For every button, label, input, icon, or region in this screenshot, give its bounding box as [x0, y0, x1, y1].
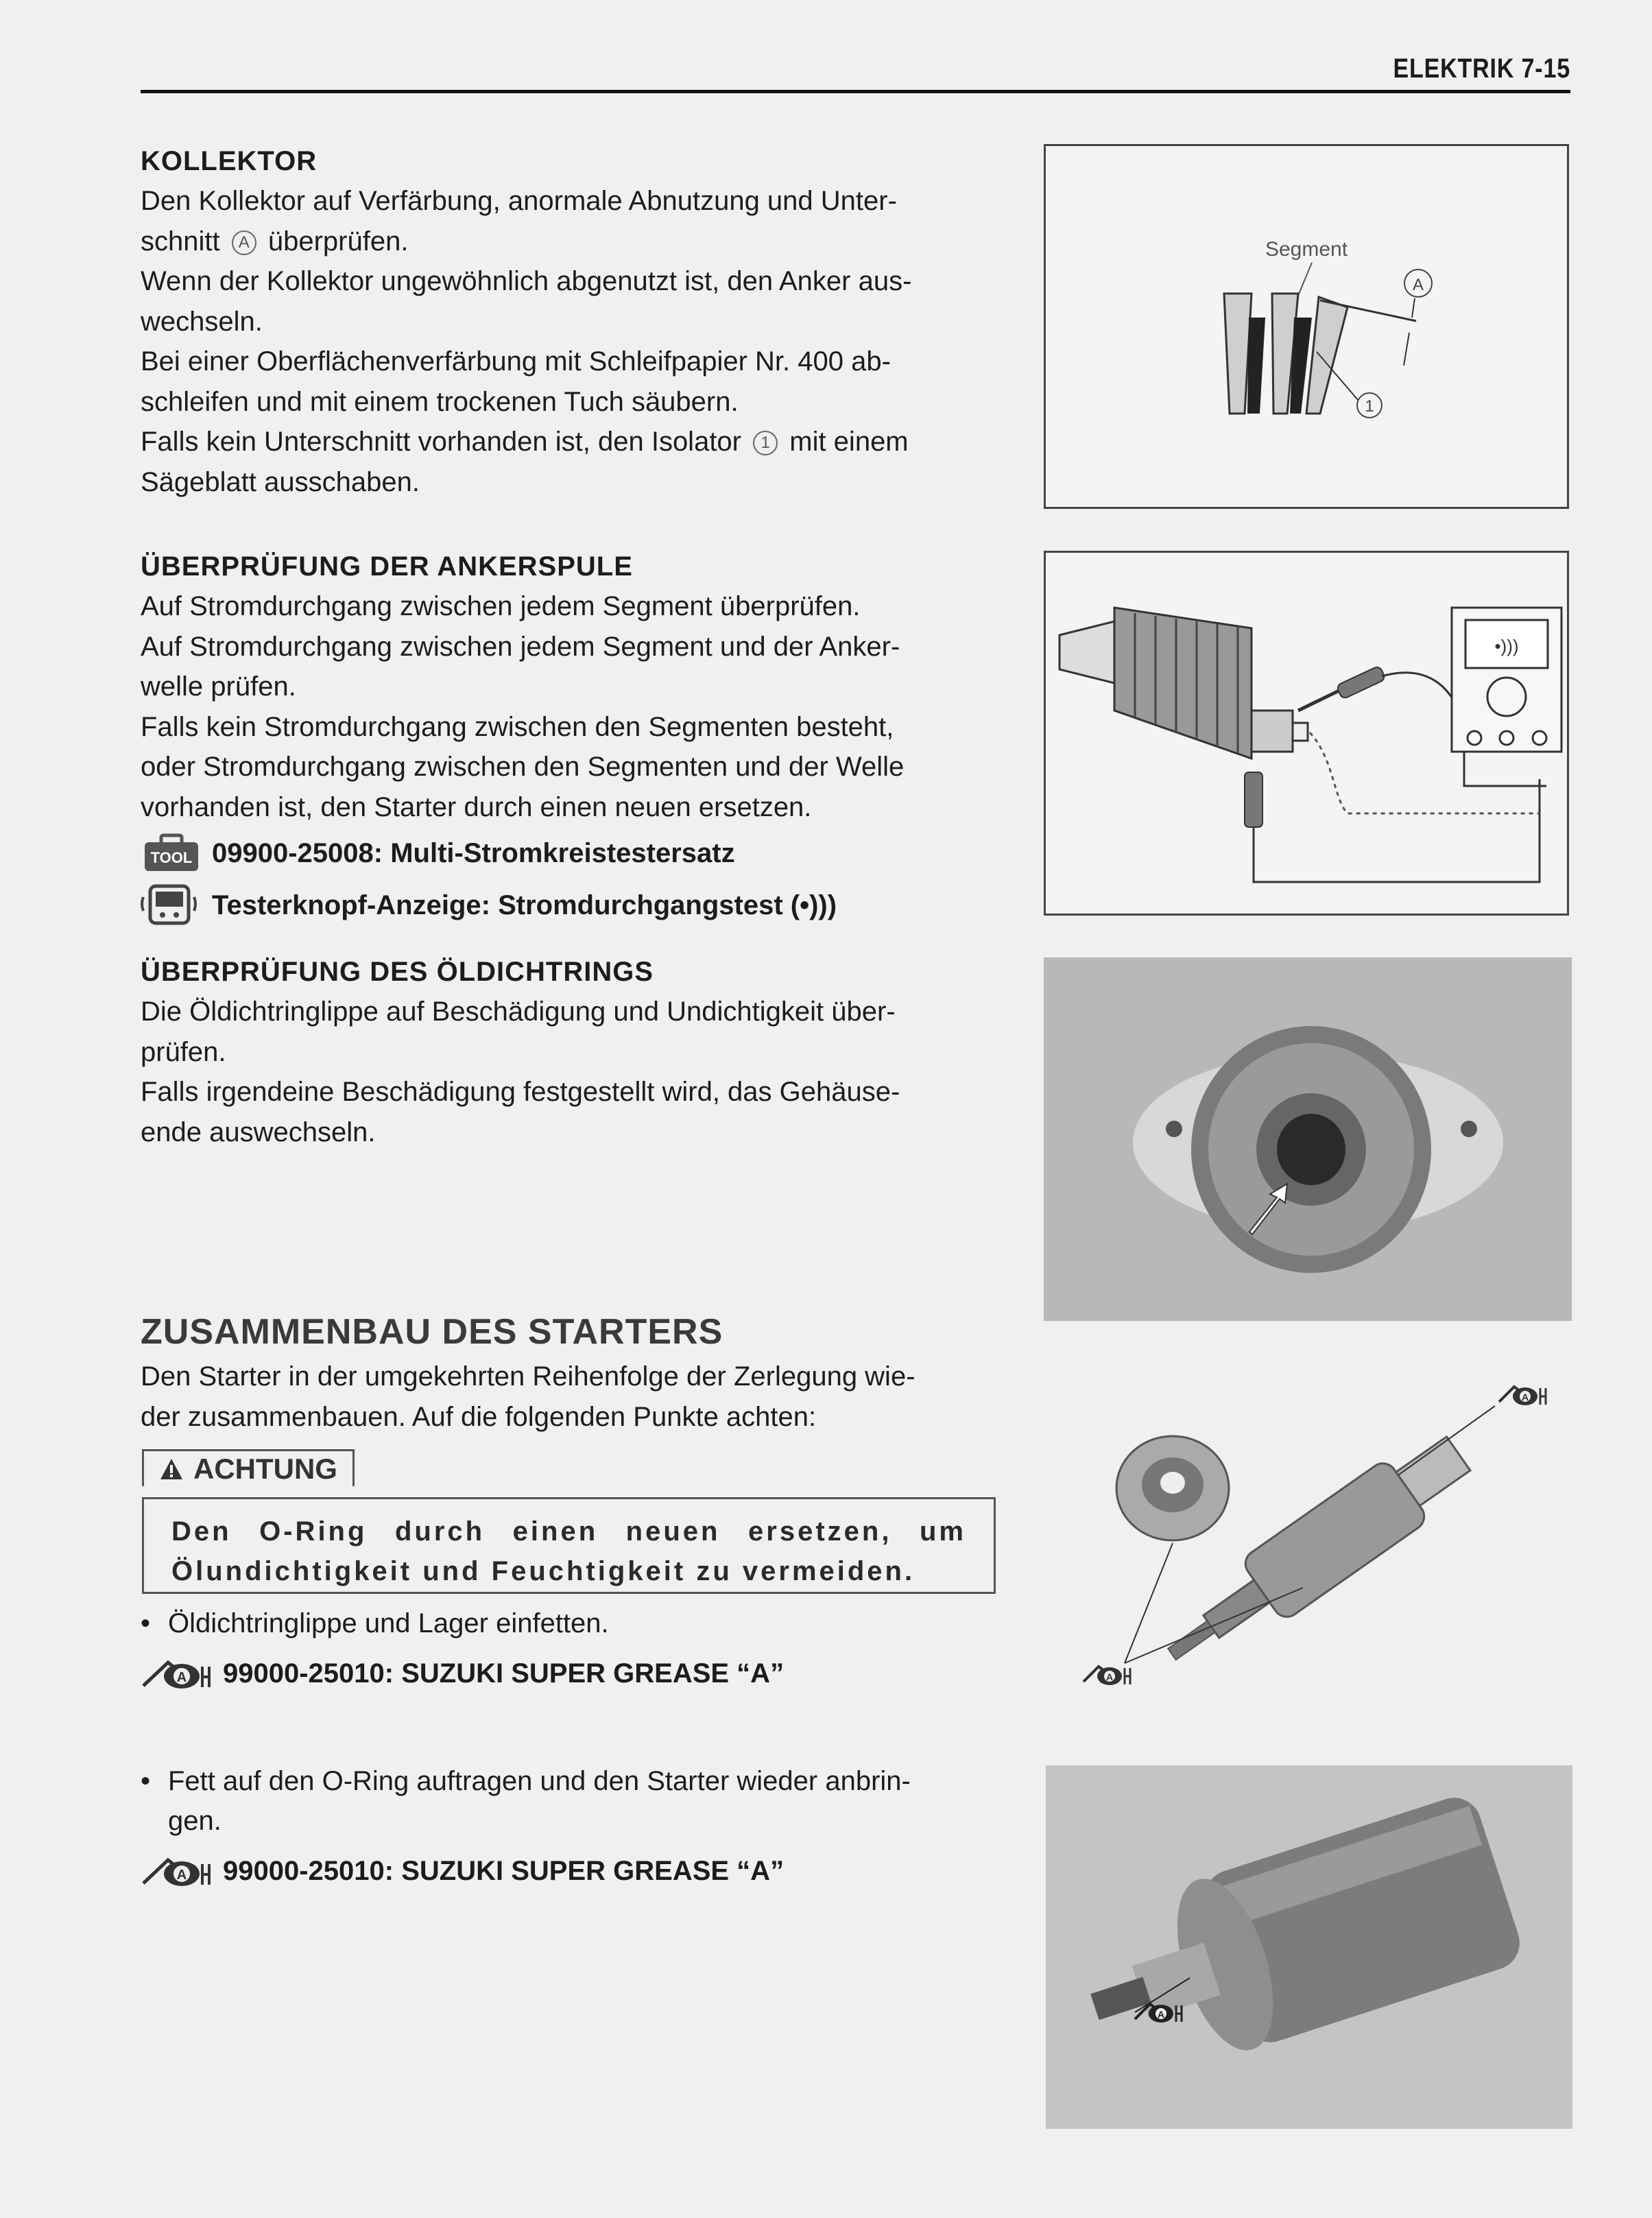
kollektor-line-5: Bei einer Oberflächenverfärbung mit Schleifpapier Nr. 400 ab- — [141, 346, 891, 377]
section-ankerspule — [141, 547, 994, 927]
bullet-dot: • — [141, 1766, 151, 1796]
tool-icon — [141, 833, 202, 874]
grease-icon — [1499, 1387, 1546, 1405]
kollektor-line-2 — [141, 222, 994, 262]
svg-text:A: A — [1105, 1671, 1114, 1682]
svg-text:A: A — [1157, 2009, 1165, 2020]
grease-1-text: 99000-25010: SUZUKI SUPER GREASE “A” — [223, 1658, 785, 1689]
tester-knob-icon — [141, 883, 202, 927]
svg-text:A: A — [1521, 1392, 1529, 1403]
oeldichtring-line: prüfen. — [141, 1036, 226, 1067]
zusammenbau-line: Den Starter in der umgekehrten Reihenfolge der Zerlegung wie- — [141, 1361, 915, 1392]
ankerspule-line: Auf Stromdurchgang zwischen jedem Segment und der Anker- — [141, 631, 900, 662]
header-rule — [141, 90, 1570, 93]
tester-text: Testerknopf-Anzeige: Stromdurchgangstest (•))) — [212, 890, 837, 920]
photo-housing-seal — [1044, 957, 1572, 1321]
ankerspule-line: vorhanden ist, den Starter durch einen neuen ersetzen. — [141, 791, 812, 822]
oeldichtring-line: Falls irgendeine Beschädigung festgestellt wird, das Gehäuse- — [141, 1077, 900, 1107]
svg-text:TOOL: TOOL — [150, 849, 193, 866]
armature-diagram — [1070, 1372, 1570, 1715]
oeldichtring-line: ende auswechseln. — [141, 1117, 376, 1147]
bullet-1 — [141, 1603, 994, 1643]
segment-label: Segment — [1265, 238, 1348, 261]
kollektor-line-2a: schnitt — [141, 226, 220, 257]
figure-continuity-test — [1044, 551, 1569, 916]
kollektor-line-7b: mit einem — [789, 427, 909, 457]
kollektor-line-7 — [141, 422, 994, 462]
ankerspule-line: oder Stromdurchgang zwischen den Segmenten und der Welle — [141, 752, 905, 782]
oeldichtring-title: ÜBERPRÜFUNG DES ÖLDICHTRINGS — [141, 957, 654, 987]
page-header-title: ELEKTRIK 7-15 — [1393, 53, 1570, 84]
section-oeldichtring — [141, 952, 994, 1152]
warning-label — [142, 1449, 355, 1486]
marker-1: 1 — [753, 431, 778, 455]
bullet-1-text: Öldichtringlippe und Lager einfetten. — [168, 1608, 609, 1638]
ankerspule-line: Auf Stromdurchgang zwischen jedem Segment überprüfen. — [141, 591, 861, 621]
svg-text:A: A — [176, 1670, 187, 1685]
figure-segment — [1044, 144, 1569, 509]
ankerspule-title: ÜBERPRÜFUNG DER ANKERSPULE — [141, 551, 633, 582]
svg-text:A: A — [176, 1868, 187, 1883]
kollektor-line-6: schleifen und mit einem trockenen Tuch säubern. — [141, 386, 739, 417]
grease-2-text: 99000-25010: SUZUKI SUPER GREASE “A” — [223, 1855, 785, 1886]
warning-box: Den O-Ring durch einen neuen ersetzen, um Ölundichtigkeit und Feuchtigkeit zu vermeiden. — [142, 1497, 996, 1594]
tool-text: 09900-25008: Multi-Stromkreistestersatz — [212, 837, 735, 868]
bullet-2 — [141, 1761, 994, 1841]
housing-photo — [1044, 957, 1572, 1321]
svg-text:1: 1 — [1365, 397, 1374, 416]
starter-photo — [1046, 1765, 1572, 2129]
kollektor-line-4: wechseln. — [141, 306, 263, 337]
section-zusammenbau — [141, 1311, 994, 1437]
ankerspule-line: Falls kein Stromdurchgang zwischen den Segmenten besteht, — [141, 711, 894, 742]
grease-line-1 — [141, 1654, 994, 1693]
marker-a: A — [232, 230, 256, 255]
bullet-2-text-cont: gen. — [168, 1806, 222, 1836]
photo-starter-oring — [1046, 1765, 1572, 2129]
tester-line — [141, 883, 994, 927]
grease-icon — [1084, 1667, 1130, 1685]
zusammenbau-line: der zusammenbauen. Auf die folgenden Punkte achten: — [141, 1401, 817, 1432]
segment-diagram — [1046, 146, 1567, 507]
figure-grease-points — [1070, 1372, 1570, 1715]
bullet-2-text: Fett auf den O-Ring auftragen und den Starter wieder anbrin- — [168, 1766, 911, 1796]
kollektor-line-8: Sägeblatt ausschaben. — [141, 466, 420, 497]
tool-line — [141, 833, 994, 874]
grease-icon — [141, 1852, 213, 1890]
grease-icon — [141, 1654, 213, 1693]
kollektor-line-2b: überprüfen. — [267, 226, 409, 257]
bullet-dot: • — [141, 1608, 151, 1638]
svg-text:A: A — [1412, 276, 1424, 294]
grease-line-2 — [141, 1852, 994, 1890]
section-kollektor — [141, 141, 994, 502]
warning-triangle-icon — [159, 1457, 184, 1481]
zusammenbau-title: ZUSAMMENBAU DES STARTERS — [141, 1312, 723, 1352]
kollektor-line-1: Den Kollektor auf Verfärbung, anormale Abnutzung und Unter- — [141, 186, 897, 216]
svg-text:•))): •))) — [1494, 636, 1519, 656]
kollektor-line-7a: Falls kein Unterschnitt vorhanden ist, den Isolator — [141, 427, 741, 457]
continuity-diagram — [1046, 553, 1567, 914]
ankerspule-line: welle prüfen. — [141, 671, 296, 702]
kollektor-line-3: Wenn der Kollektor ungewöhnlich abgenutzt ist, den Anker aus- — [141, 266, 912, 296]
kollektor-title: KOLLEKTOR — [141, 146, 318, 176]
oeldichtring-line: Die Öldichtringlippe auf Beschädigung und Undichtigkeit über- — [141, 997, 896, 1027]
warning-label-text: ACHTUNG — [193, 1452, 337, 1485]
